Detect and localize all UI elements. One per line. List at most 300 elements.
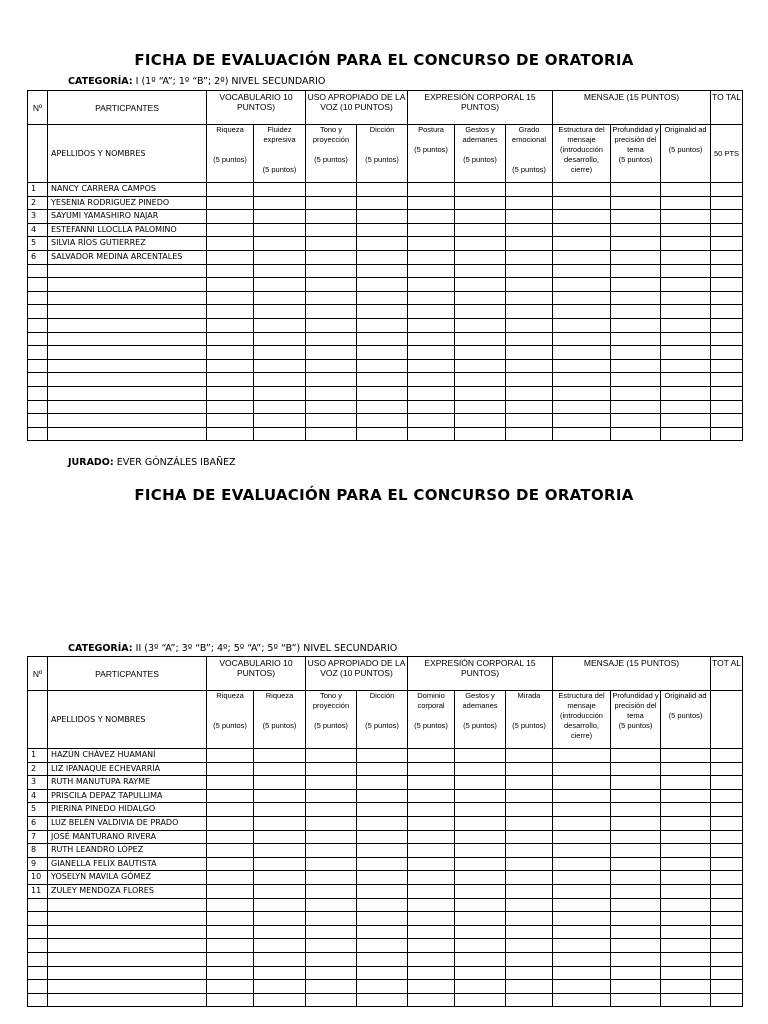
score-cell[interactable] <box>506 305 553 319</box>
score-cell[interactable] <box>506 210 553 224</box>
score-cell[interactable] <box>661 912 711 926</box>
score-cell[interactable] <box>611 237 661 251</box>
score-cell[interactable] <box>357 762 408 776</box>
score-cell[interactable] <box>207 952 254 966</box>
score-cell[interactable] <box>408 816 455 830</box>
score-cell[interactable] <box>207 912 254 926</box>
score-cell[interactable] <box>408 939 455 953</box>
score-cell[interactable] <box>408 318 455 332</box>
score-cell[interactable] <box>408 237 455 251</box>
score-cell[interactable] <box>611 414 661 428</box>
score-cell[interactable] <box>357 857 408 871</box>
score-cell[interactable] <box>711 857 743 871</box>
score-cell[interactable] <box>207 318 254 332</box>
score-cell[interactable] <box>506 844 553 858</box>
score-cell[interactable] <box>506 278 553 292</box>
score-cell[interactable] <box>254 939 306 953</box>
score-cell[interactable] <box>207 427 254 441</box>
score-cell[interactable] <box>254 749 306 763</box>
score-cell[interactable] <box>611 291 661 305</box>
score-cell[interactable] <box>408 346 455 360</box>
score-cell[interactable] <box>408 871 455 885</box>
score-cell[interactable] <box>711 925 743 939</box>
score-cell[interactable] <box>207 844 254 858</box>
score-cell[interactable] <box>611 210 661 224</box>
score-cell[interactable] <box>254 318 306 332</box>
score-cell[interactable] <box>254 210 306 224</box>
score-cell[interactable] <box>506 183 553 197</box>
score-cell[interactable] <box>357 250 408 264</box>
score-cell[interactable] <box>306 264 357 278</box>
score-cell[interactable] <box>408 830 455 844</box>
score-cell[interactable] <box>661 925 711 939</box>
score-cell[interactable] <box>408 196 455 210</box>
score-cell[interactable] <box>455 912 506 926</box>
score-cell[interactable] <box>711 250 743 264</box>
score-cell[interactable] <box>254 427 306 441</box>
score-cell[interactable] <box>553 844 611 858</box>
score-cell[interactable] <box>553 776 611 790</box>
score-cell[interactable] <box>254 196 306 210</box>
score-cell[interactable] <box>711 884 743 898</box>
score-cell[interactable] <box>661 250 711 264</box>
score-cell[interactable] <box>306 816 357 830</box>
score-cell[interactable] <box>553 318 611 332</box>
score-cell[interactable] <box>611 816 661 830</box>
score-cell[interactable] <box>506 912 553 926</box>
score-cell[interactable] <box>455 210 506 224</box>
score-cell[interactable] <box>254 789 306 803</box>
score-cell[interactable] <box>306 386 357 400</box>
score-cell[interactable] <box>711 939 743 953</box>
score-cell[interactable] <box>506 857 553 871</box>
score-cell[interactable] <box>553 183 611 197</box>
score-cell[interactable] <box>306 980 357 994</box>
score-cell[interactable] <box>553 925 611 939</box>
score-cell[interactable] <box>455 857 506 871</box>
score-cell[interactable] <box>506 264 553 278</box>
score-cell[interactable] <box>408 278 455 292</box>
score-cell[interactable] <box>661 318 711 332</box>
score-cell[interactable] <box>711 237 743 251</box>
score-cell[interactable] <box>254 373 306 387</box>
score-cell[interactable] <box>711 373 743 387</box>
score-cell[interactable] <box>611 762 661 776</box>
score-cell[interactable] <box>661 196 711 210</box>
score-cell[interactable] <box>254 237 306 251</box>
score-cell[interactable] <box>357 952 408 966</box>
score-cell[interactable] <box>408 305 455 319</box>
score-cell[interactable] <box>357 830 408 844</box>
score-cell[interactable] <box>553 264 611 278</box>
score-cell[interactable] <box>506 939 553 953</box>
score-cell[interactable] <box>357 776 408 790</box>
score-cell[interactable] <box>254 898 306 912</box>
score-cell[interactable] <box>711 993 743 1007</box>
score-cell[interactable] <box>207 278 254 292</box>
score-cell[interactable] <box>711 898 743 912</box>
score-cell[interactable] <box>553 830 611 844</box>
score-cell[interactable] <box>711 980 743 994</box>
score-cell[interactable] <box>553 871 611 885</box>
score-cell[interactable] <box>357 196 408 210</box>
score-cell[interactable] <box>306 749 357 763</box>
score-cell[interactable] <box>661 966 711 980</box>
score-cell[interactable] <box>306 898 357 912</box>
score-cell[interactable] <box>408 183 455 197</box>
score-cell[interactable] <box>357 966 408 980</box>
score-cell[interactable] <box>611 830 661 844</box>
score-cell[interactable] <box>254 952 306 966</box>
score-cell[interactable] <box>357 400 408 414</box>
score-cell[interactable] <box>408 912 455 926</box>
score-cell[interactable] <box>661 305 711 319</box>
score-cell[interactable] <box>711 871 743 885</box>
score-cell[interactable] <box>306 346 357 360</box>
score-cell[interactable] <box>455 318 506 332</box>
score-cell[interactable] <box>455 414 506 428</box>
score-cell[interactable] <box>408 980 455 994</box>
score-cell[interactable] <box>553 966 611 980</box>
score-cell[interactable] <box>506 816 553 830</box>
score-cell[interactable] <box>611 749 661 763</box>
score-cell[interactable] <box>553 993 611 1007</box>
score-cell[interactable] <box>611 952 661 966</box>
score-cell[interactable] <box>661 373 711 387</box>
score-cell[interactable] <box>661 264 711 278</box>
score-cell[interactable] <box>661 993 711 1007</box>
score-cell[interactable] <box>506 749 553 763</box>
score-cell[interactable] <box>661 844 711 858</box>
score-cell[interactable] <box>455 278 506 292</box>
score-cell[interactable] <box>408 386 455 400</box>
score-cell[interactable] <box>207 332 254 346</box>
score-cell[interactable] <box>306 952 357 966</box>
score-cell[interactable] <box>357 816 408 830</box>
score-cell[interactable] <box>357 291 408 305</box>
score-cell[interactable] <box>553 414 611 428</box>
score-cell[interactable] <box>254 966 306 980</box>
score-cell[interactable] <box>408 884 455 898</box>
score-cell[interactable] <box>611 844 661 858</box>
score-cell[interactable] <box>553 816 611 830</box>
score-cell[interactable] <box>455 803 506 817</box>
score-cell[interactable] <box>661 346 711 360</box>
score-cell[interactable] <box>357 871 408 885</box>
score-cell[interactable] <box>711 196 743 210</box>
score-cell[interactable] <box>506 925 553 939</box>
score-cell[interactable] <box>553 803 611 817</box>
score-cell[interactable] <box>207 898 254 912</box>
score-cell[interactable] <box>455 830 506 844</box>
score-cell[interactable] <box>455 237 506 251</box>
score-cell[interactable] <box>455 196 506 210</box>
score-cell[interactable] <box>455 386 506 400</box>
score-cell[interactable] <box>711 830 743 844</box>
score-cell[interactable] <box>661 830 711 844</box>
score-cell[interactable] <box>711 183 743 197</box>
score-cell[interactable] <box>455 776 506 790</box>
score-cell[interactable] <box>711 400 743 414</box>
score-cell[interactable] <box>711 278 743 292</box>
score-cell[interactable] <box>661 789 711 803</box>
score-cell[interactable] <box>506 373 553 387</box>
score-cell[interactable] <box>553 857 611 871</box>
score-cell[interactable] <box>306 789 357 803</box>
score-cell[interactable] <box>506 196 553 210</box>
score-cell[interactable] <box>611 871 661 885</box>
score-cell[interactable] <box>553 332 611 346</box>
score-cell[interactable] <box>711 816 743 830</box>
score-cell[interactable] <box>207 264 254 278</box>
score-cell[interactable] <box>611 912 661 926</box>
score-cell[interactable] <box>408 427 455 441</box>
score-cell[interactable] <box>611 386 661 400</box>
score-cell[interactable] <box>207 305 254 319</box>
score-cell[interactable] <box>661 237 711 251</box>
score-cell[interactable] <box>357 346 408 360</box>
score-cell[interactable] <box>207 414 254 428</box>
score-cell[interactable] <box>661 223 711 237</box>
score-cell[interactable] <box>306 912 357 926</box>
score-cell[interactable] <box>553 762 611 776</box>
score-cell[interactable] <box>611 196 661 210</box>
score-cell[interactable] <box>357 912 408 926</box>
score-cell[interactable] <box>553 749 611 763</box>
score-cell[interactable] <box>455 346 506 360</box>
score-cell[interactable] <box>254 264 306 278</box>
score-cell[interactable] <box>611 980 661 994</box>
score-cell[interactable] <box>357 980 408 994</box>
score-cell[interactable] <box>408 373 455 387</box>
score-cell[interactable] <box>506 250 553 264</box>
score-cell[interactable] <box>357 183 408 197</box>
score-cell[interactable] <box>306 291 357 305</box>
score-cell[interactable] <box>553 196 611 210</box>
score-cell[interactable] <box>254 278 306 292</box>
score-cell[interactable] <box>207 939 254 953</box>
score-cell[interactable] <box>408 762 455 776</box>
score-cell[interactable] <box>611 346 661 360</box>
score-cell[interactable] <box>254 359 306 373</box>
score-cell[interactable] <box>553 359 611 373</box>
score-cell[interactable] <box>306 183 357 197</box>
score-cell[interactable] <box>357 373 408 387</box>
score-cell[interactable] <box>455 400 506 414</box>
score-cell[interactable] <box>357 789 408 803</box>
score-cell[interactable] <box>611 925 661 939</box>
score-cell[interactable] <box>506 966 553 980</box>
score-cell[interactable] <box>661 762 711 776</box>
score-cell[interactable] <box>408 250 455 264</box>
score-cell[interactable] <box>408 210 455 224</box>
score-cell[interactable] <box>611 427 661 441</box>
score-cell[interactable] <box>254 844 306 858</box>
score-cell[interactable] <box>506 414 553 428</box>
score-cell[interactable] <box>611 305 661 319</box>
score-cell[interactable] <box>553 789 611 803</box>
score-cell[interactable] <box>611 318 661 332</box>
score-cell[interactable] <box>455 871 506 885</box>
score-cell[interactable] <box>357 993 408 1007</box>
score-cell[interactable] <box>553 210 611 224</box>
score-cell[interactable] <box>506 993 553 1007</box>
score-cell[interactable] <box>207 346 254 360</box>
score-cell[interactable] <box>711 776 743 790</box>
score-cell[interactable] <box>306 250 357 264</box>
score-cell[interactable] <box>408 223 455 237</box>
score-cell[interactable] <box>611 857 661 871</box>
score-cell[interactable] <box>254 183 306 197</box>
score-cell[interactable] <box>661 871 711 885</box>
score-cell[interactable] <box>408 776 455 790</box>
score-cell[interactable] <box>611 884 661 898</box>
score-cell[interactable] <box>408 952 455 966</box>
score-cell[interactable] <box>306 884 357 898</box>
score-cell[interactable] <box>207 291 254 305</box>
score-cell[interactable] <box>455 250 506 264</box>
score-cell[interactable] <box>506 884 553 898</box>
score-cell[interactable] <box>506 871 553 885</box>
score-cell[interactable] <box>611 264 661 278</box>
score-cell[interactable] <box>711 789 743 803</box>
score-cell[interactable] <box>207 183 254 197</box>
score-cell[interactable] <box>455 844 506 858</box>
score-cell[interactable] <box>254 884 306 898</box>
score-cell[interactable] <box>506 427 553 441</box>
score-cell[interactable] <box>611 939 661 953</box>
score-cell[interactable] <box>207 857 254 871</box>
score-cell[interactable] <box>506 346 553 360</box>
score-cell[interactable] <box>306 196 357 210</box>
score-cell[interactable] <box>455 789 506 803</box>
score-cell[interactable] <box>408 857 455 871</box>
score-cell[interactable] <box>661 386 711 400</box>
score-cell[interactable] <box>254 776 306 790</box>
score-cell[interactable] <box>661 427 711 441</box>
score-cell[interactable] <box>611 332 661 346</box>
score-cell[interactable] <box>306 210 357 224</box>
score-cell[interactable] <box>207 196 254 210</box>
score-cell[interactable] <box>455 359 506 373</box>
score-cell[interactable] <box>711 386 743 400</box>
score-cell[interactable] <box>254 386 306 400</box>
score-cell[interactable] <box>661 414 711 428</box>
score-cell[interactable] <box>661 291 711 305</box>
score-cell[interactable] <box>711 305 743 319</box>
score-cell[interactable] <box>661 183 711 197</box>
score-cell[interactable] <box>408 898 455 912</box>
score-cell[interactable] <box>711 952 743 966</box>
score-cell[interactable] <box>306 237 357 251</box>
score-cell[interactable] <box>661 816 711 830</box>
score-cell[interactable] <box>455 427 506 441</box>
score-cell[interactable] <box>207 386 254 400</box>
score-cell[interactable] <box>306 803 357 817</box>
score-cell[interactable] <box>506 789 553 803</box>
score-cell[interactable] <box>611 993 661 1007</box>
score-cell[interactable] <box>306 925 357 939</box>
score-cell[interactable] <box>711 844 743 858</box>
score-cell[interactable] <box>254 400 306 414</box>
score-cell[interactable] <box>553 939 611 953</box>
score-cell[interactable] <box>357 386 408 400</box>
score-cell[interactable] <box>357 210 408 224</box>
score-cell[interactable] <box>661 400 711 414</box>
score-cell[interactable] <box>711 427 743 441</box>
score-cell[interactable] <box>553 912 611 926</box>
score-cell[interactable] <box>408 749 455 763</box>
score-cell[interactable] <box>611 183 661 197</box>
score-cell[interactable] <box>611 400 661 414</box>
score-cell[interactable] <box>661 803 711 817</box>
score-cell[interactable] <box>455 305 506 319</box>
score-cell[interactable] <box>506 318 553 332</box>
score-cell[interactable] <box>357 803 408 817</box>
score-cell[interactable] <box>506 898 553 912</box>
score-cell[interactable] <box>455 373 506 387</box>
score-cell[interactable] <box>611 223 661 237</box>
score-cell[interactable] <box>254 980 306 994</box>
score-cell[interactable] <box>207 789 254 803</box>
score-cell[interactable] <box>661 884 711 898</box>
score-cell[interactable] <box>506 359 553 373</box>
score-cell[interactable] <box>207 400 254 414</box>
score-cell[interactable] <box>357 749 408 763</box>
score-cell[interactable] <box>711 291 743 305</box>
score-cell[interactable] <box>661 278 711 292</box>
score-cell[interactable] <box>306 427 357 441</box>
score-cell[interactable] <box>408 414 455 428</box>
score-cell[interactable] <box>506 386 553 400</box>
score-cell[interactable] <box>306 857 357 871</box>
score-cell[interactable] <box>207 816 254 830</box>
score-cell[interactable] <box>207 830 254 844</box>
score-cell[interactable] <box>306 830 357 844</box>
score-cell[interactable] <box>711 359 743 373</box>
score-cell[interactable] <box>207 803 254 817</box>
score-cell[interactable] <box>553 223 611 237</box>
score-cell[interactable] <box>306 939 357 953</box>
score-cell[interactable] <box>661 776 711 790</box>
score-cell[interactable] <box>408 332 455 346</box>
score-cell[interactable] <box>306 332 357 346</box>
score-cell[interactable] <box>711 966 743 980</box>
score-cell[interactable] <box>611 966 661 980</box>
score-cell[interactable] <box>506 776 553 790</box>
score-cell[interactable] <box>306 762 357 776</box>
score-cell[interactable] <box>207 966 254 980</box>
score-cell[interactable] <box>408 400 455 414</box>
score-cell[interactable] <box>661 980 711 994</box>
score-cell[interactable] <box>711 264 743 278</box>
score-cell[interactable] <box>306 993 357 1007</box>
score-cell[interactable] <box>455 898 506 912</box>
score-cell[interactable] <box>711 912 743 926</box>
score-cell[interactable] <box>711 762 743 776</box>
score-cell[interactable] <box>254 925 306 939</box>
score-cell[interactable] <box>357 223 408 237</box>
score-cell[interactable] <box>611 898 661 912</box>
score-cell[interactable] <box>661 857 711 871</box>
score-cell[interactable] <box>408 966 455 980</box>
score-cell[interactable] <box>254 762 306 776</box>
score-cell[interactable] <box>553 346 611 360</box>
score-cell[interactable] <box>357 237 408 251</box>
score-cell[interactable] <box>611 789 661 803</box>
score-cell[interactable] <box>306 966 357 980</box>
score-cell[interactable] <box>661 939 711 953</box>
